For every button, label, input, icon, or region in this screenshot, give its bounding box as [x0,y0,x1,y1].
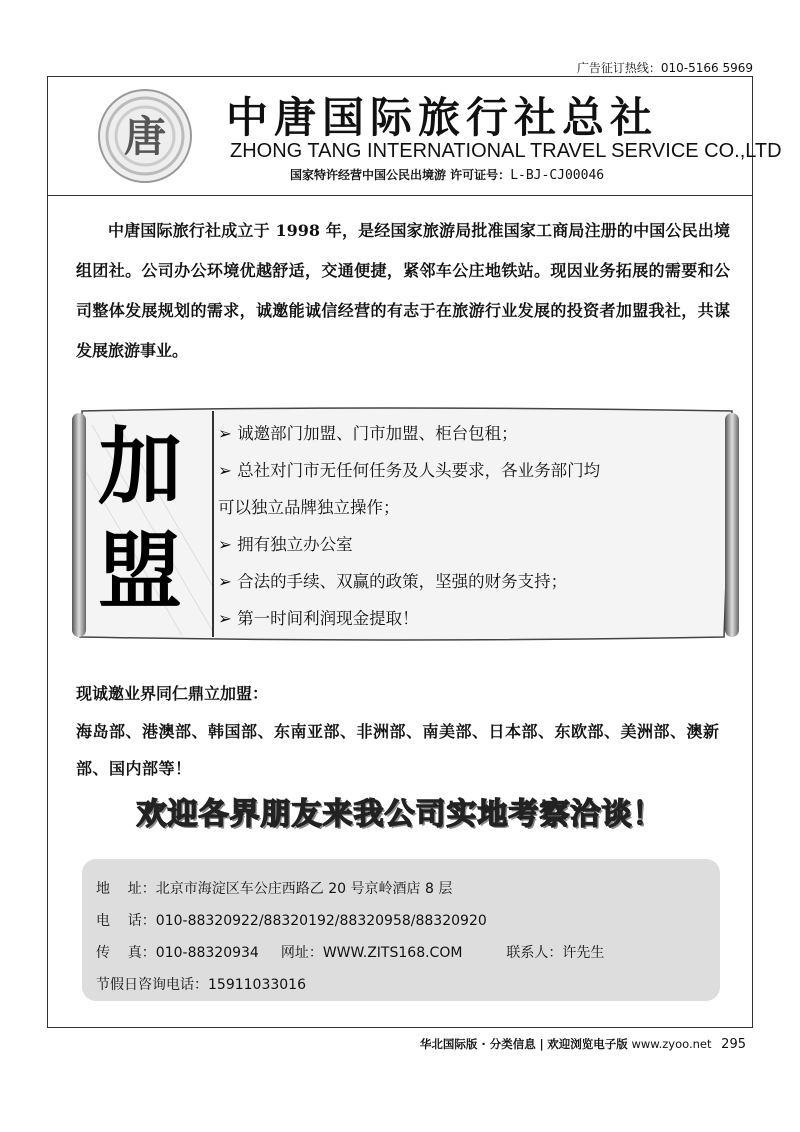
license-label: 国家特许经营中国公民出境游 许可证号： [290,168,511,182]
footer-divider: | [539,1037,544,1051]
join-char-2: 盟 [98,521,183,620]
contact-website[interactable]: 网址：WWW.ZITS168.COM [280,945,463,961]
svg-text:唐: 唐 [123,112,167,161]
page-number: 295 [721,1037,746,1052]
page-frame [47,76,782,1028]
page-footer [420,1036,746,1052]
benefit-item: ➢ 总社对门市无任何任务及人头要求，各业务部门均 [218,461,601,480]
contact-phone: 电 话：010-88320922/88320192/88320958/88320920 [96,913,487,929]
contact-fax-row [96,937,704,969]
license-line [290,166,604,183]
join-banner [72,405,739,643]
contact-fax: 传 真：010-88320934 [96,945,259,961]
join-benefits-list [218,415,713,637]
benefit-item: 可以独立品牌独立操作； [218,498,400,517]
benefit-item: ➢ 第一时间利润现金提取！ [218,609,419,628]
ad-hotline: 广告征订热线：010-5166 5969 [576,61,753,75]
join-calligraphy [80,411,214,637]
license-code: L-BJ-CJ00046 [510,168,605,183]
contact-address: 地 址：北京市海淀区车公庄西路乙 20 号京岭酒店 8 层 [96,881,453,897]
welcome-slogan: 欢迎各界朋友来我公司实地考察洽谈！ [136,797,664,832]
company-header [48,77,782,196]
company-logo-icon [96,87,194,185]
benefit-item: ➢ 合法的手续、双赢的政策，坚强的财务支持； [218,572,568,591]
join-char-1: 加 [98,417,183,516]
footer-browse: 欢迎浏览电子版 [547,1037,628,1051]
footer-url[interactable]: www.zyoo.net [631,1037,712,1051]
invite-heading: 现诚邀业界同仁鼎立加盟： [76,684,269,703]
company-name-en: ZHONG TANG INTERNATIONAL TRAVEL SERVICE CO.,LTD [230,140,782,162]
benefit-item: ➢ 诚邀部门加盟、门市加盟、柜台包租； [218,424,518,443]
benefit-item: ➢ 拥有独立办公室 [218,535,353,554]
company-name-cn: 中唐国际旅行社总社 [226,93,659,142]
contact-holiday-phone: 节假日咨询电话：15911033016 [96,977,306,993]
contact-box [82,859,720,1001]
contact-person: 联系人：许先生 [506,945,605,961]
departments-list: 海岛部、港澳部、韩国部、东南亚部、非洲部、南美部、日本部、东欧部、美洲部、澳新部、国内部等！ [76,722,720,778]
footer-section: 华北国际版 · 分类信息 [419,1037,536,1051]
intro-paragraph: 中唐国际旅行社成立于 1998 年，是经国家旅游局批准国家工商局注册的中国公民出境组团社。公司办公环境优越舒适，交通便捷，紧邻车公庄地铁站。现因业务拓展的需要和公司整体发展规划的需求，诚邀能诚信经营的有志于在旅游行业发展的投资者加盟我社，共谋发展旅游事业。 [76,221,730,360]
